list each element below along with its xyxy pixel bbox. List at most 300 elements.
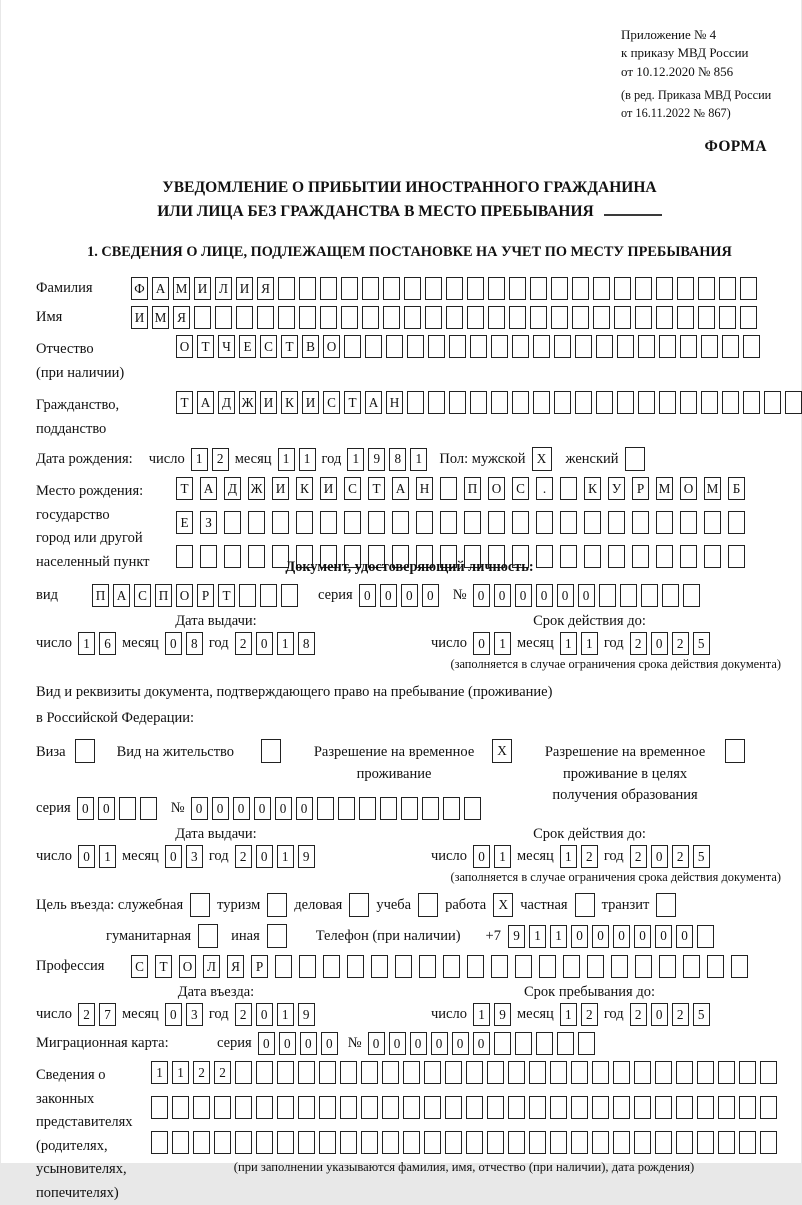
char-box[interactable]: [551, 277, 568, 300]
char-box[interactable]: [349, 893, 369, 917]
char-box[interactable]: [267, 893, 287, 917]
char-box[interactable]: О: [323, 335, 340, 358]
char-box[interactable]: [593, 306, 610, 329]
char-box[interactable]: [634, 1096, 651, 1119]
char-box[interactable]: [239, 584, 256, 607]
char-box[interactable]: [449, 391, 466, 414]
char-box[interactable]: [299, 277, 316, 300]
char-box[interactable]: А: [113, 584, 130, 607]
char-box[interactable]: [382, 1061, 399, 1084]
char-box[interactable]: [613, 1061, 630, 1084]
phone-input[interactable]: [508, 925, 714, 948]
char-box[interactable]: [323, 955, 340, 978]
char-box[interactable]: [578, 1032, 595, 1055]
char-box[interactable]: 2: [78, 1003, 95, 1026]
char-box[interactable]: П: [464, 477, 481, 500]
char-box[interactable]: [740, 277, 757, 300]
temp-residence-edu-checkbox[interactable]: [725, 739, 745, 763]
char-box[interactable]: 2: [193, 1061, 210, 1084]
char-box[interactable]: [722, 391, 739, 414]
char-box[interactable]: [728, 511, 745, 534]
char-box[interactable]: Р: [251, 955, 268, 978]
char-box[interactable]: [382, 1131, 399, 1154]
char-box[interactable]: [380, 797, 397, 820]
char-box[interactable]: [256, 1061, 273, 1084]
char-box[interactable]: [620, 584, 637, 607]
char-box[interactable]: [515, 955, 532, 978]
purpose-tourism-checkbox[interactable]: [267, 893, 287, 917]
char-box[interactable]: 0: [300, 1032, 317, 1055]
char-box[interactable]: [635, 955, 652, 978]
char-box[interactable]: 8: [298, 632, 315, 655]
char-box[interactable]: 1: [278, 448, 295, 471]
char-box[interactable]: [575, 893, 595, 917]
char-box[interactable]: К: [281, 391, 298, 414]
char-box[interactable]: 1: [560, 845, 577, 868]
char-box[interactable]: [596, 335, 613, 358]
stay-until-day-input[interactable]: [473, 1003, 511, 1026]
char-box[interactable]: 2: [672, 632, 689, 655]
char-box[interactable]: [466, 1131, 483, 1154]
char-box[interactable]: [613, 1131, 630, 1154]
stay-series-input[interactable]: [77, 797, 157, 820]
char-box[interactable]: [617, 335, 634, 358]
char-box[interactable]: [151, 1131, 168, 1154]
char-box[interactable]: [655, 1096, 672, 1119]
char-box[interactable]: [383, 306, 400, 329]
char-box[interactable]: [662, 584, 679, 607]
char-box[interactable]: 9: [508, 925, 525, 948]
char-box[interactable]: 9: [298, 1003, 315, 1026]
char-box[interactable]: [319, 1061, 336, 1084]
char-box[interactable]: Т: [281, 335, 298, 358]
char-box[interactable]: И: [131, 306, 148, 329]
char-box[interactable]: Л: [203, 955, 220, 978]
char-box[interactable]: [172, 1096, 189, 1119]
char-box[interactable]: [278, 306, 295, 329]
char-box[interactable]: 0: [536, 584, 553, 607]
char-box[interactable]: [403, 1131, 420, 1154]
residence-permit-checkbox[interactable]: [261, 739, 281, 763]
char-box[interactable]: А: [200, 477, 217, 500]
char-box[interactable]: [697, 1131, 714, 1154]
char-box[interactable]: 3: [186, 845, 203, 868]
char-box[interactable]: 2: [630, 1003, 647, 1026]
char-box[interactable]: Я: [227, 955, 244, 978]
char-box[interactable]: [298, 1061, 315, 1084]
char-box[interactable]: [416, 511, 433, 534]
char-box[interactable]: 0: [473, 584, 490, 607]
char-box[interactable]: 0: [254, 797, 271, 820]
char-box[interactable]: [317, 797, 334, 820]
char-box[interactable]: [638, 335, 655, 358]
char-box[interactable]: [214, 1096, 231, 1119]
char-box[interactable]: [319, 1131, 336, 1154]
char-box[interactable]: [365, 335, 382, 358]
char-box[interactable]: 0: [359, 584, 376, 607]
char-box[interactable]: Б: [728, 477, 745, 500]
char-box[interactable]: [340, 1096, 357, 1119]
purpose-business-checkbox[interactable]: [349, 893, 369, 917]
char-box[interactable]: [584, 511, 601, 534]
char-box[interactable]: [464, 797, 481, 820]
char-box[interactable]: [560, 477, 577, 500]
char-box[interactable]: 0: [651, 1003, 668, 1026]
char-box[interactable]: [298, 1131, 315, 1154]
char-box[interactable]: [277, 1131, 294, 1154]
char-box[interactable]: Т: [176, 477, 193, 500]
stay-expiry-day-input[interactable]: [473, 845, 511, 868]
char-box[interactable]: [425, 306, 442, 329]
char-box[interactable]: 0: [473, 845, 490, 868]
char-box[interactable]: [698, 306, 715, 329]
char-box[interactable]: [487, 1096, 504, 1119]
char-box[interactable]: [592, 1131, 609, 1154]
char-box[interactable]: [260, 584, 277, 607]
char-box[interactable]: 0: [655, 925, 672, 948]
char-box[interactable]: [320, 306, 337, 329]
char-box[interactable]: [176, 545, 193, 568]
char-box[interactable]: [395, 955, 412, 978]
char-box[interactable]: 0: [296, 797, 313, 820]
char-box[interactable]: [445, 1061, 462, 1084]
char-box[interactable]: 0: [676, 925, 693, 948]
char-box[interactable]: [428, 335, 445, 358]
char-box[interactable]: [491, 955, 508, 978]
char-box[interactable]: .: [536, 477, 553, 500]
char-box[interactable]: [404, 306, 421, 329]
migration-series-input[interactable]: [258, 1032, 338, 1055]
char-box[interactable]: [575, 391, 592, 414]
char-box[interactable]: [704, 545, 721, 568]
stay-until-month-input[interactable]: [560, 1003, 598, 1026]
char-box[interactable]: 0: [494, 584, 511, 607]
char-box[interactable]: [739, 1061, 756, 1084]
char-box[interactable]: О: [179, 955, 196, 978]
char-box[interactable]: [680, 511, 697, 534]
char-box[interactable]: 0: [191, 797, 208, 820]
char-box[interactable]: [470, 391, 487, 414]
char-box[interactable]: [638, 391, 655, 414]
char-box[interactable]: [557, 1032, 574, 1055]
char-box[interactable]: [200, 545, 217, 568]
char-box[interactable]: Я: [257, 277, 274, 300]
char-box[interactable]: [361, 1061, 378, 1084]
char-box[interactable]: [404, 277, 421, 300]
sex-male-checkbox[interactable]: [532, 447, 552, 471]
char-box[interactable]: [634, 1061, 651, 1084]
entry-day-input[interactable]: [78, 1003, 116, 1026]
char-box[interactable]: [296, 511, 313, 534]
char-box[interactable]: И: [272, 477, 289, 500]
char-box[interactable]: 1: [191, 448, 208, 471]
char-box[interactable]: [446, 306, 463, 329]
id-series-input[interactable]: [359, 584, 439, 607]
char-box[interactable]: П: [155, 584, 172, 607]
representatives-row-3[interactable]: [151, 1131, 777, 1154]
char-box[interactable]: [403, 1096, 420, 1119]
char-box[interactable]: 1: [550, 925, 567, 948]
char-box[interactable]: 2: [212, 448, 229, 471]
char-box[interactable]: [235, 1131, 252, 1154]
stay-expiry-year-input[interactable]: [630, 845, 710, 868]
purpose-study-checkbox[interactable]: [418, 893, 438, 917]
char-box[interactable]: [656, 893, 676, 917]
char-box[interactable]: [740, 306, 757, 329]
char-box[interactable]: [614, 306, 631, 329]
char-box[interactable]: 8: [389, 448, 406, 471]
char-box[interactable]: Ж: [239, 391, 256, 414]
char-box[interactable]: [382, 1096, 399, 1119]
char-box[interactable]: [617, 391, 634, 414]
char-box[interactable]: [193, 1096, 210, 1119]
char-box[interactable]: [407, 335, 424, 358]
id-expiry-day-input[interactable]: [473, 632, 511, 655]
purpose-work-checkbox[interactable]: [493, 893, 513, 917]
char-box[interactable]: А: [152, 277, 169, 300]
citizenship-input[interactable]: [176, 391, 802, 414]
char-box[interactable]: У: [608, 477, 625, 500]
char-box[interactable]: [319, 1096, 336, 1119]
char-box[interactable]: [760, 1096, 777, 1119]
id-issue-day-input[interactable]: [78, 632, 116, 655]
migration-number-input[interactable]: [368, 1032, 595, 1055]
char-box[interactable]: О: [488, 477, 505, 500]
char-box[interactable]: [697, 1096, 714, 1119]
char-box[interactable]: Я: [173, 306, 190, 329]
char-box[interactable]: [683, 955, 700, 978]
char-box[interactable]: [445, 1096, 462, 1119]
char-box[interactable]: [584, 545, 601, 568]
char-box[interactable]: С: [323, 391, 340, 414]
char-box[interactable]: [424, 1131, 441, 1154]
char-box[interactable]: [401, 797, 418, 820]
char-box[interactable]: 0: [165, 632, 182, 655]
char-box[interactable]: [571, 1131, 588, 1154]
char-box[interactable]: 0: [77, 797, 94, 820]
char-box[interactable]: [659, 955, 676, 978]
char-box[interactable]: 7: [99, 1003, 116, 1026]
char-box[interactable]: М: [152, 306, 169, 329]
char-box[interactable]: [341, 277, 358, 300]
char-box[interactable]: [707, 955, 724, 978]
char-box[interactable]: 0: [422, 584, 439, 607]
char-box[interactable]: [593, 277, 610, 300]
char-box[interactable]: [659, 335, 676, 358]
char-box[interactable]: 0: [275, 797, 292, 820]
char-box[interactable]: [550, 1061, 567, 1084]
char-box[interactable]: 0: [98, 797, 115, 820]
char-box[interactable]: 0: [401, 584, 418, 607]
char-box[interactable]: [267, 924, 287, 948]
char-box[interactable]: [392, 511, 409, 534]
char-box[interactable]: [494, 1032, 511, 1055]
char-box[interactable]: [515, 1032, 532, 1055]
char-box[interactable]: [344, 511, 361, 534]
char-box[interactable]: [739, 1131, 756, 1154]
char-box[interactable]: [529, 1131, 546, 1154]
char-box[interactable]: [529, 1096, 546, 1119]
char-box[interactable]: [236, 306, 253, 329]
char-box[interactable]: [488, 277, 505, 300]
char-box[interactable]: [743, 335, 760, 358]
char-box[interactable]: О: [680, 477, 697, 500]
id-issue-year-input[interactable]: [235, 632, 315, 655]
char-box[interactable]: 1: [473, 1003, 490, 1026]
char-box[interactable]: [655, 1131, 672, 1154]
char-box[interactable]: С: [260, 335, 277, 358]
char-box[interactable]: [491, 391, 508, 414]
char-box[interactable]: [677, 306, 694, 329]
char-box[interactable]: 0: [634, 925, 651, 948]
char-box[interactable]: [449, 335, 466, 358]
char-box[interactable]: [596, 391, 613, 414]
char-box[interactable]: [701, 391, 718, 414]
char-box[interactable]: [508, 1131, 525, 1154]
char-box[interactable]: [248, 545, 265, 568]
char-box[interactable]: [341, 306, 358, 329]
char-box[interactable]: [725, 739, 745, 763]
id-number-input[interactable]: [473, 584, 700, 607]
purpose-transit-checkbox[interactable]: [656, 893, 676, 917]
char-box[interactable]: Д: [218, 391, 235, 414]
char-box[interactable]: [632, 545, 649, 568]
char-box[interactable]: 1: [172, 1061, 189, 1084]
char-box[interactable]: [467, 306, 484, 329]
char-box[interactable]: [625, 447, 645, 471]
char-box[interactable]: [632, 511, 649, 534]
char-box[interactable]: [554, 391, 571, 414]
char-box[interactable]: X: [492, 739, 512, 763]
char-box[interactable]: [599, 584, 616, 607]
char-box[interactable]: [198, 924, 218, 948]
char-box[interactable]: [214, 1131, 231, 1154]
char-box[interactable]: [422, 797, 439, 820]
char-box[interactable]: [563, 955, 580, 978]
char-box[interactable]: 0: [578, 584, 595, 607]
char-box[interactable]: [261, 739, 281, 763]
char-box[interactable]: [488, 511, 505, 534]
char-box[interactable]: [281, 584, 298, 607]
char-box[interactable]: С: [344, 477, 361, 500]
char-box[interactable]: [550, 1096, 567, 1119]
char-box[interactable]: 1: [410, 448, 427, 471]
char-box[interactable]: [151, 1096, 168, 1119]
char-box[interactable]: [530, 306, 547, 329]
char-box[interactable]: [277, 1061, 294, 1084]
char-box[interactable]: 1: [151, 1061, 168, 1084]
char-box[interactable]: [361, 1131, 378, 1154]
char-box[interactable]: [659, 391, 676, 414]
char-box[interactable]: [359, 797, 376, 820]
char-box[interactable]: И: [320, 477, 337, 500]
char-box[interactable]: [320, 511, 337, 534]
char-box[interactable]: Д: [224, 477, 241, 500]
char-box[interactable]: 0: [431, 1032, 448, 1055]
char-box[interactable]: [347, 955, 364, 978]
char-box[interactable]: [464, 511, 481, 534]
char-box[interactable]: [512, 335, 529, 358]
char-box[interactable]: Т: [155, 955, 172, 978]
char-box[interactable]: [718, 1131, 735, 1154]
char-box[interactable]: 0: [410, 1032, 427, 1055]
char-box[interactable]: [575, 335, 592, 358]
char-box[interactable]: 0: [389, 1032, 406, 1055]
char-box[interactable]: [368, 511, 385, 534]
char-box[interactable]: [278, 277, 295, 300]
char-box[interactable]: 0: [256, 1003, 273, 1026]
char-box[interactable]: 2: [581, 1003, 598, 1026]
char-box[interactable]: [611, 955, 628, 978]
char-box[interactable]: [533, 335, 550, 358]
char-box[interactable]: 0: [78, 845, 95, 868]
char-box[interactable]: [235, 1096, 252, 1119]
char-box[interactable]: 0: [256, 632, 273, 655]
char-box[interactable]: [508, 1096, 525, 1119]
char-box[interactable]: 2: [235, 1003, 252, 1026]
char-box[interactable]: Т: [218, 584, 235, 607]
char-box[interactable]: [554, 335, 571, 358]
char-box[interactable]: [428, 391, 445, 414]
char-box[interactable]: [683, 584, 700, 607]
char-box[interactable]: [656, 277, 673, 300]
char-box[interactable]: 0: [651, 632, 668, 655]
char-box[interactable]: [677, 277, 694, 300]
char-box[interactable]: [418, 893, 438, 917]
purpose-humanitarian-checkbox[interactable]: [198, 924, 218, 948]
char-box[interactable]: [731, 955, 748, 978]
char-box[interactable]: 0: [651, 845, 668, 868]
surname-input[interactable]: [131, 277, 757, 300]
char-box[interactable]: М: [656, 477, 673, 500]
char-box[interactable]: 9: [298, 845, 315, 868]
char-box[interactable]: И: [194, 277, 211, 300]
char-box[interactable]: [571, 1096, 588, 1119]
char-box[interactable]: А: [392, 477, 409, 500]
char-box[interactable]: 9: [494, 1003, 511, 1026]
char-box[interactable]: [701, 335, 718, 358]
sex-female-checkbox[interactable]: [625, 447, 645, 471]
char-box[interactable]: [299, 306, 316, 329]
char-box[interactable]: 1: [560, 632, 577, 655]
char-box[interactable]: 1: [78, 632, 95, 655]
char-box[interactable]: 0: [258, 1032, 275, 1055]
char-box[interactable]: [785, 391, 802, 414]
char-box[interactable]: [680, 391, 697, 414]
char-box[interactable]: X: [493, 893, 513, 917]
char-box[interactable]: [551, 306, 568, 329]
char-box[interactable]: К: [296, 477, 313, 500]
char-box[interactable]: 0: [233, 797, 250, 820]
char-box[interactable]: 0: [592, 925, 609, 948]
char-box[interactable]: [344, 335, 361, 358]
representatives-row-2[interactable]: [151, 1096, 777, 1119]
char-box[interactable]: 9: [368, 448, 385, 471]
char-box[interactable]: [764, 391, 781, 414]
purpose-private-checkbox[interactable]: [575, 893, 595, 917]
char-box[interactable]: Е: [176, 511, 193, 534]
char-box[interactable]: [235, 1061, 252, 1084]
char-box[interactable]: [443, 797, 460, 820]
char-box[interactable]: [697, 925, 714, 948]
birth-day-input[interactable]: [191, 448, 229, 471]
char-box[interactable]: 0: [165, 845, 182, 868]
stay-expiry-month-input[interactable]: [560, 845, 598, 868]
given-name-input[interactable]: [131, 306, 757, 329]
char-box[interactable]: [704, 511, 721, 534]
char-box[interactable]: А: [365, 391, 382, 414]
char-box[interactable]: 0: [279, 1032, 296, 1055]
